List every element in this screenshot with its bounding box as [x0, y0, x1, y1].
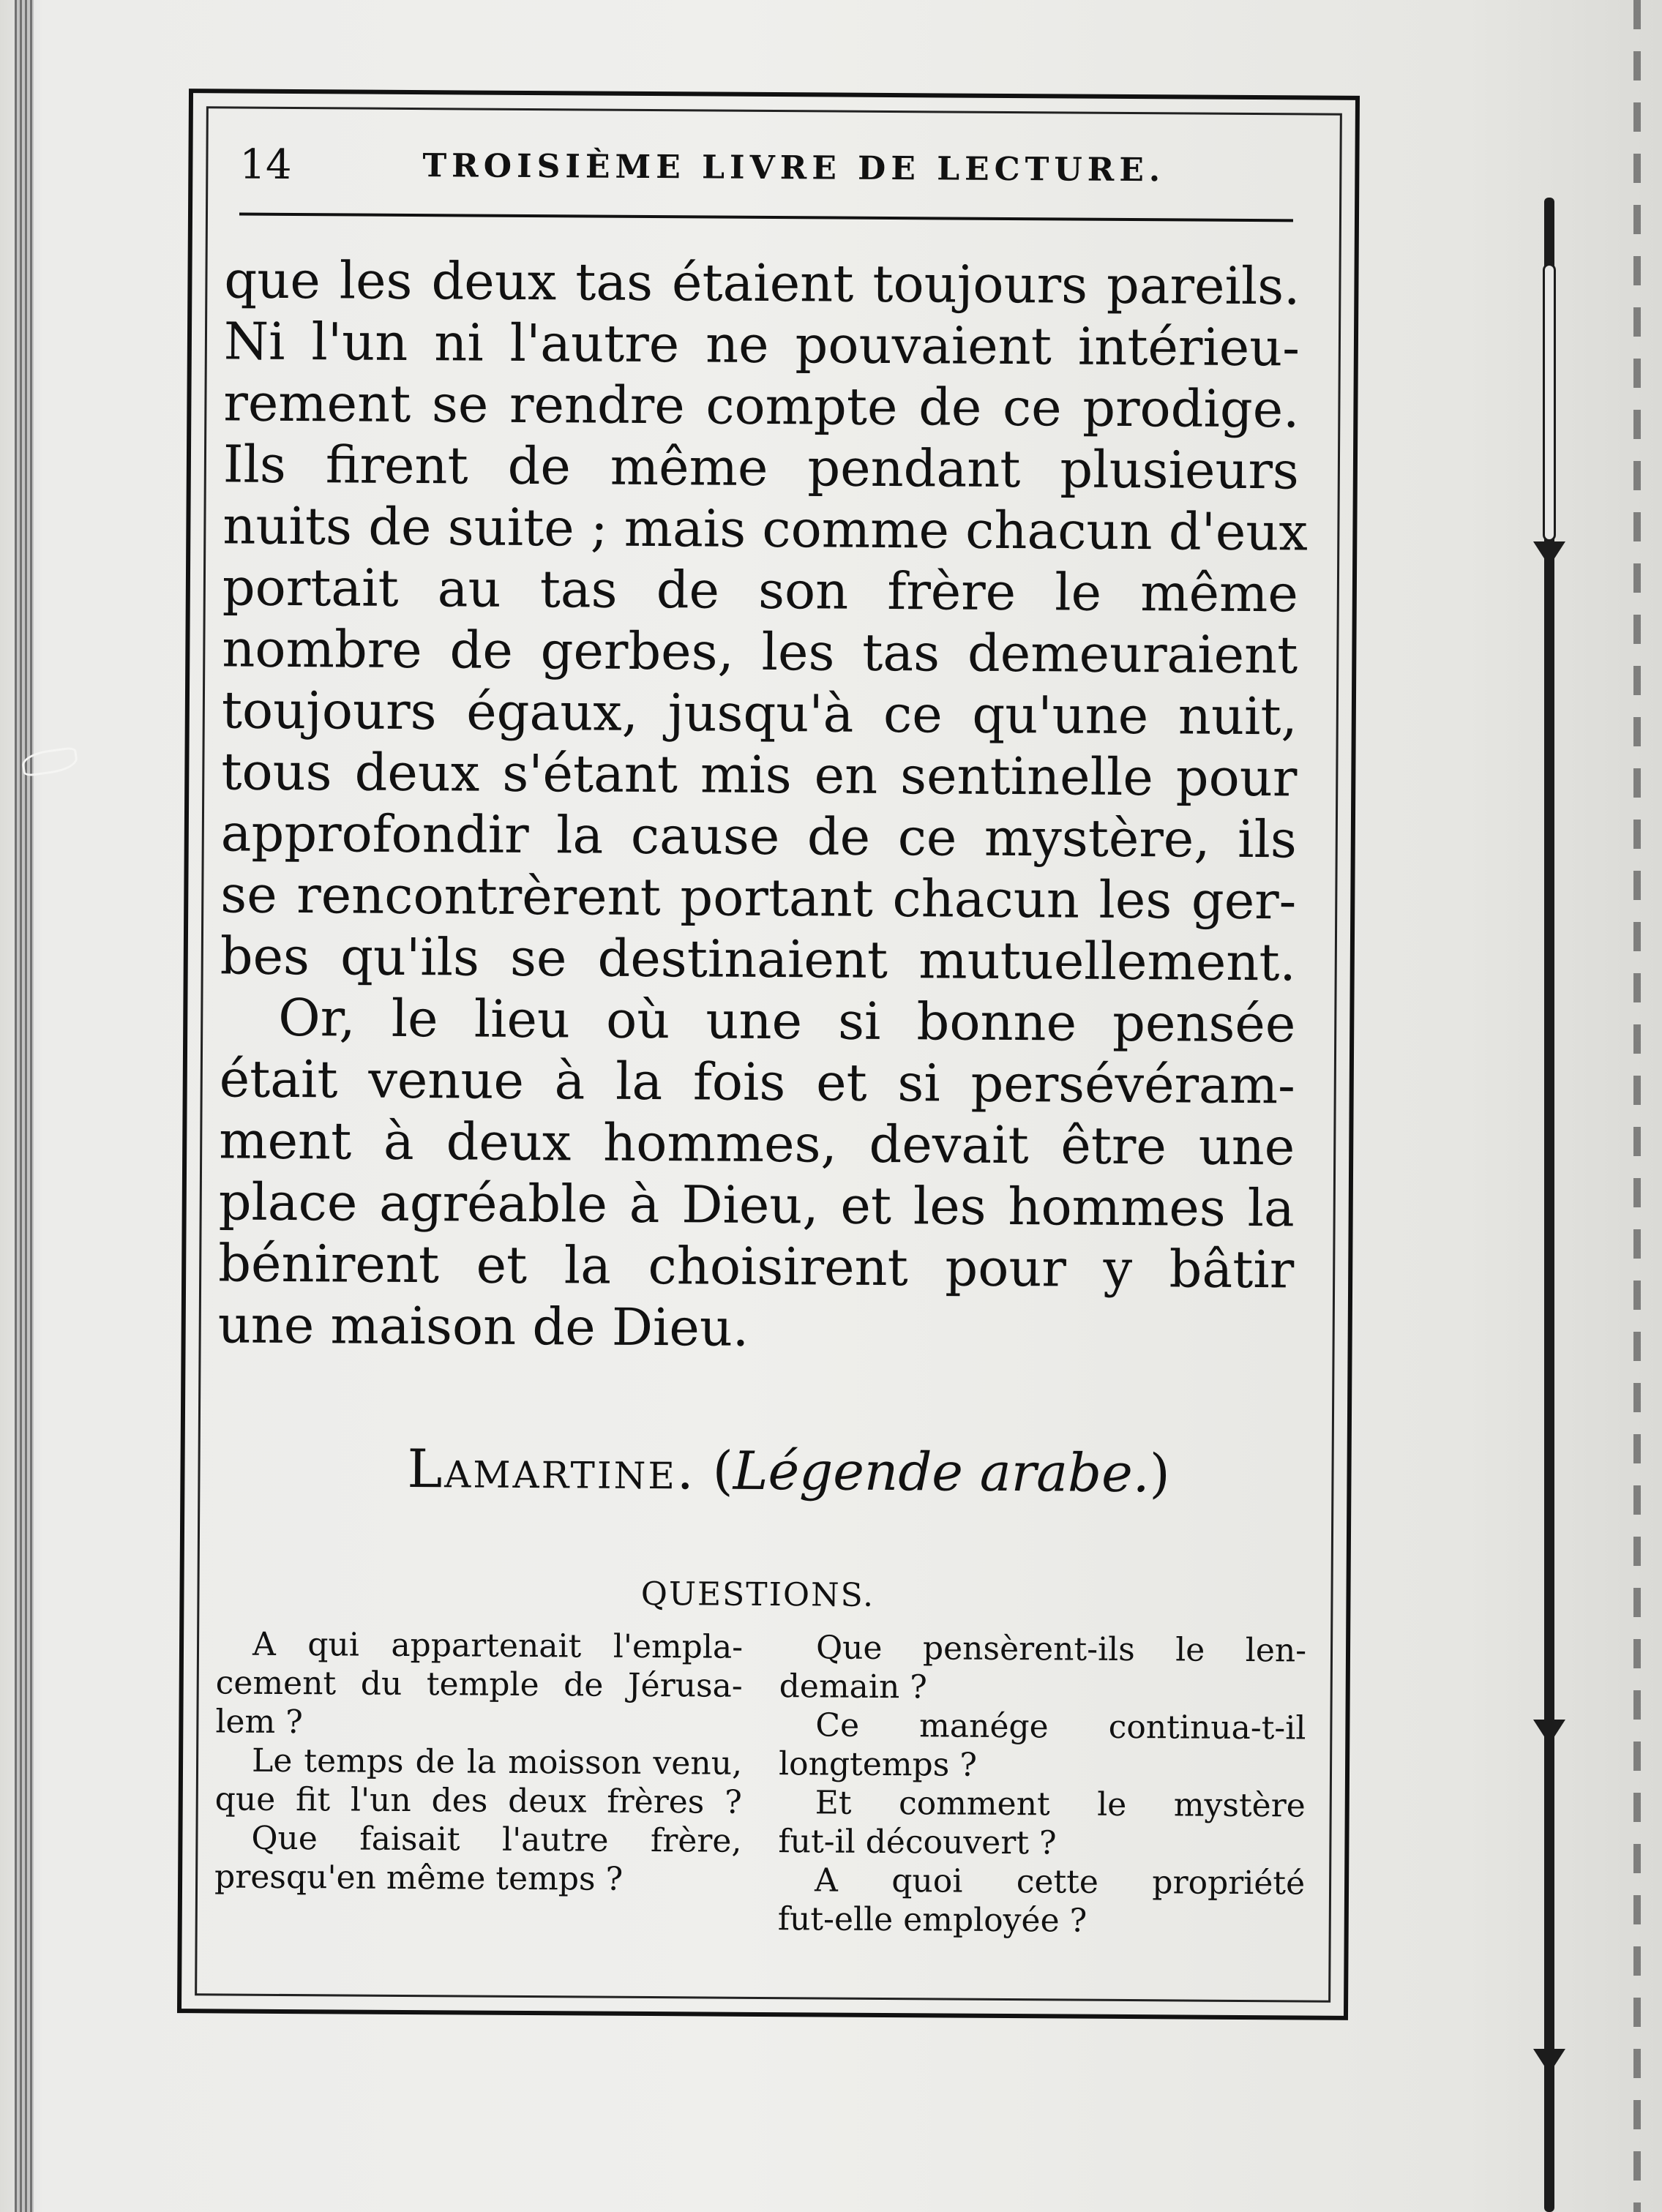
attribution-source: Légende arabe.: [733, 1439, 1150, 1504]
body-line: Ils firent de même pendant plusieurs: [222, 434, 1300, 501]
question-line: Que faisait l'autre frère,: [251, 1819, 742, 1860]
attribution-close-paren: ): [1149, 1442, 1171, 1504]
body-line: se rencontrèrent portant chacun les ger-: [220, 864, 1297, 931]
running-title: TROISIÈME LIVRE DE LECTURE.: [422, 147, 1166, 190]
body-line: toujours égaux, jusqu'à ce qu'une nuit,: [221, 680, 1298, 747]
question-line: A quoi cette propriété: [814, 1862, 1306, 1902]
binding-loop: [1543, 263, 1556, 541]
question-line: Que pensèrent-ils le len-: [815, 1629, 1307, 1670]
body-line: rement se rendre compte de ce prodige.: [223, 372, 1300, 440]
body-line: Ni l'un ni l'autre ne pouvaient intérieu-: [223, 311, 1300, 378]
attribution: [407, 1436, 1170, 1506]
body-line: bes qu'ils se destinaient mutuellement.: [220, 926, 1297, 993]
binding-stitch-mark: [1533, 2049, 1565, 2074]
body-line: bénirent et la choisirent pour y bâtir: [217, 1233, 1295, 1300]
attribution-open-paren: (: [712, 1439, 733, 1501]
questions-heading: QUESTIONS.: [640, 1575, 875, 1614]
right-page-edge: [1633, 0, 1641, 2212]
body-line: que les deux tas étaient toujours pareils.: [224, 250, 1300, 317]
body-line: ment à deux hommes, devait être une: [219, 1110, 1295, 1177]
body-line: tous deux s'étant mis en sentinelle pour: [221, 741, 1298, 809]
header-rule: [239, 213, 1293, 222]
binding-stitch-mark: [1533, 541, 1565, 566]
question-line: cement du temple de Jérusa-: [215, 1664, 743, 1705]
question-line: fut-elle employée ?: [777, 1900, 1088, 1940]
question-line: Et comment le mystère: [815, 1784, 1306, 1825]
page-number: 14: [239, 140, 292, 189]
question-line: fut-il découvert ?: [778, 1823, 1057, 1862]
question-line: A qui appartenait l'empla-: [252, 1625, 744, 1666]
body-line: était venue à la fois et si persévéram-: [219, 1049, 1295, 1116]
body-line: portait au tas de son frère le même: [222, 557, 1299, 624]
questions-left-column: [214, 1624, 743, 1899]
questions-right-column: [778, 1628, 1307, 1941]
body-text: [217, 249, 1309, 1362]
binding-stitch-mark: [1533, 1720, 1565, 1744]
question-line: Ce manége continua-t-il: [815, 1706, 1306, 1747]
body-line: nuits de suite ; mais comme chacun d'eux: [222, 495, 1309, 563]
running-head: [239, 140, 1308, 198]
body-line: approfondir la cause de ce mystère, ils: [220, 803, 1298, 870]
book-page: [206, 117, 1330, 1990]
body-line: nombre de gerbes, les tas demeuraient: [222, 618, 1298, 686]
attribution-author: Lamartine.: [407, 1437, 697, 1501]
body-line: place agréable à Dieu, et les hommes la: [218, 1171, 1295, 1239]
question-line: longtemps ?: [778, 1745, 978, 1784]
question-line: presqu'en même temps ?: [214, 1858, 624, 1898]
question-line: demain ?: [779, 1668, 928, 1706]
question-line: que fit l'un des deux frères ?: [214, 1780, 742, 1821]
question-line: Le temps de la moisson venu,: [251, 1742, 743, 1782]
body-line: Or, le lieu où une si bonne pensée: [278, 987, 1296, 1054]
question-line: lem ?: [215, 1703, 303, 1742]
adjacent-page-edge: [15, 0, 34, 2212]
body-line: une maison de Dieu.: [217, 1294, 749, 1358]
